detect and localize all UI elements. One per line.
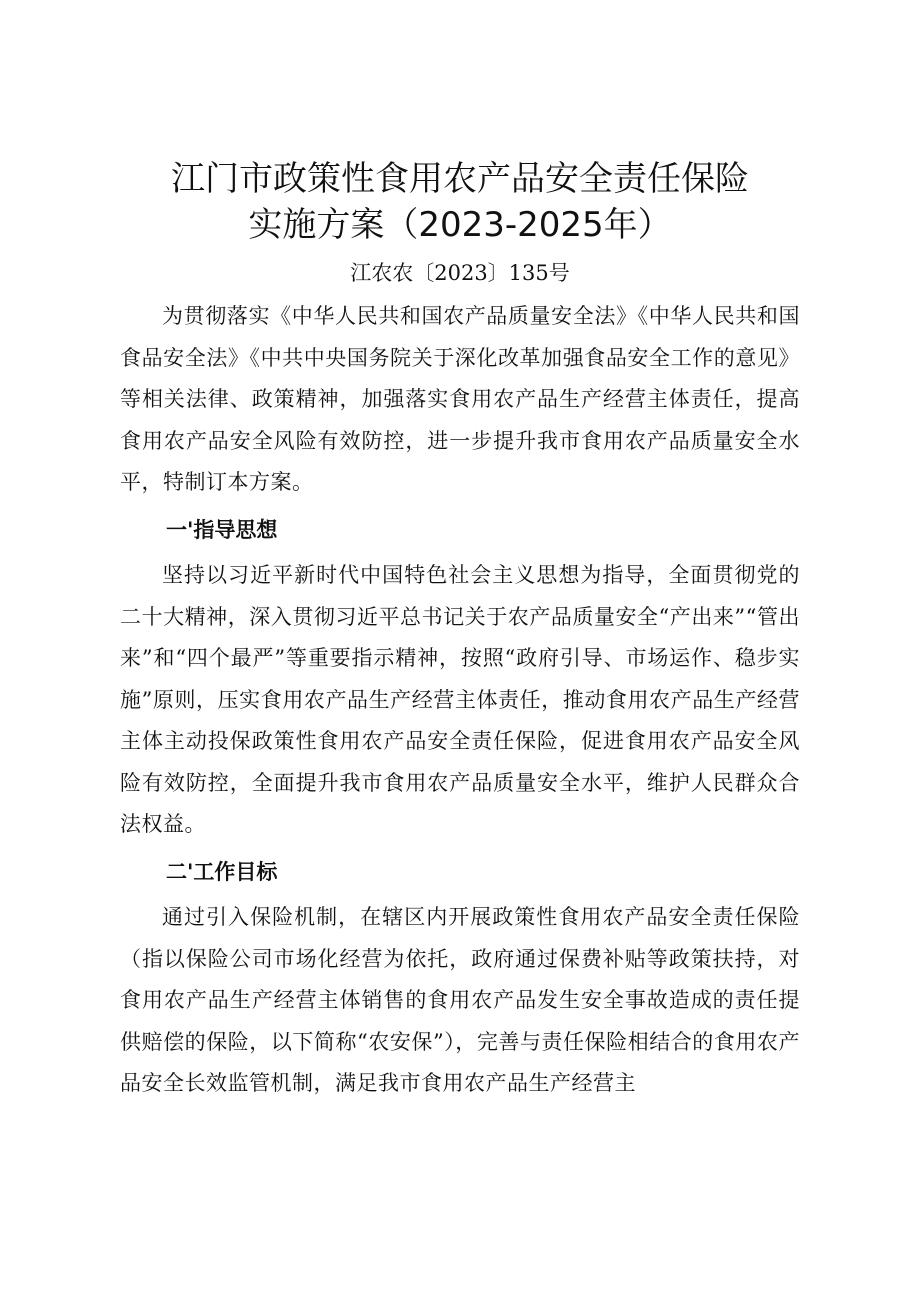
section-1-paragraph: 坚持以习近平新时代中国特色社会主义思想为指导，全面贯彻党的二十大精神，深入贯彻习近平总书记关于农产品质量安全“产出来”“管出来”和“四个最严”等重要指示精神，按照“政府引导、市场运作、稳步实施”原则，压实食用农产品生产经营主体责任，推动食用农产品生产经营主体主动投保政策性食用农产品安全责任保险，促进食用农产品安全风险有效防控，全面提升我市食用农产品质量安全水平，维护人民群众合法权益。 [120, 563, 800, 836]
document-title [120, 0, 800, 248]
title-line-2: 实施方案（2023-2025年） [248, 205, 672, 245]
section-1-heading: 一'指导思想 [166, 517, 278, 542]
section-2-paragraph: 通过引入保险机制，在辖区内开展政策性食用农产品安全责任保险（指以保险公司市场化经营为依托，政府通过保费补贴等政策扶持，对食用农产品生产经营主体销售的食用农产品发生安全事故造成的责任提供赔偿的保险，以下简称“农安保”），完善与责任保险相结合的食用农产品安全长效监管机制，满足我市食用农产品生产经营主 [120, 905, 800, 1095]
document-number: 江农农〔2023〕135号 [350, 261, 570, 285]
title-line-1: 江门市政策性食用农产品安全责任保险 [171, 159, 749, 199]
section-2-heading: 二'工作目标 [166, 859, 278, 884]
intro-paragraph: 为贯彻落实《中华人民共和国农产品质量安全法》《中华人民共和国食品安全法》《中共中央国务院关于深化改革加强食品安全工作的意见》等相关法律、政策精神，加强落实食用农产品生产经营主体责任，提高食用农产品安全风险有效防控，进一步提升我市食用农产品质量安全水平，特制订本方案。 [120, 304, 800, 494]
